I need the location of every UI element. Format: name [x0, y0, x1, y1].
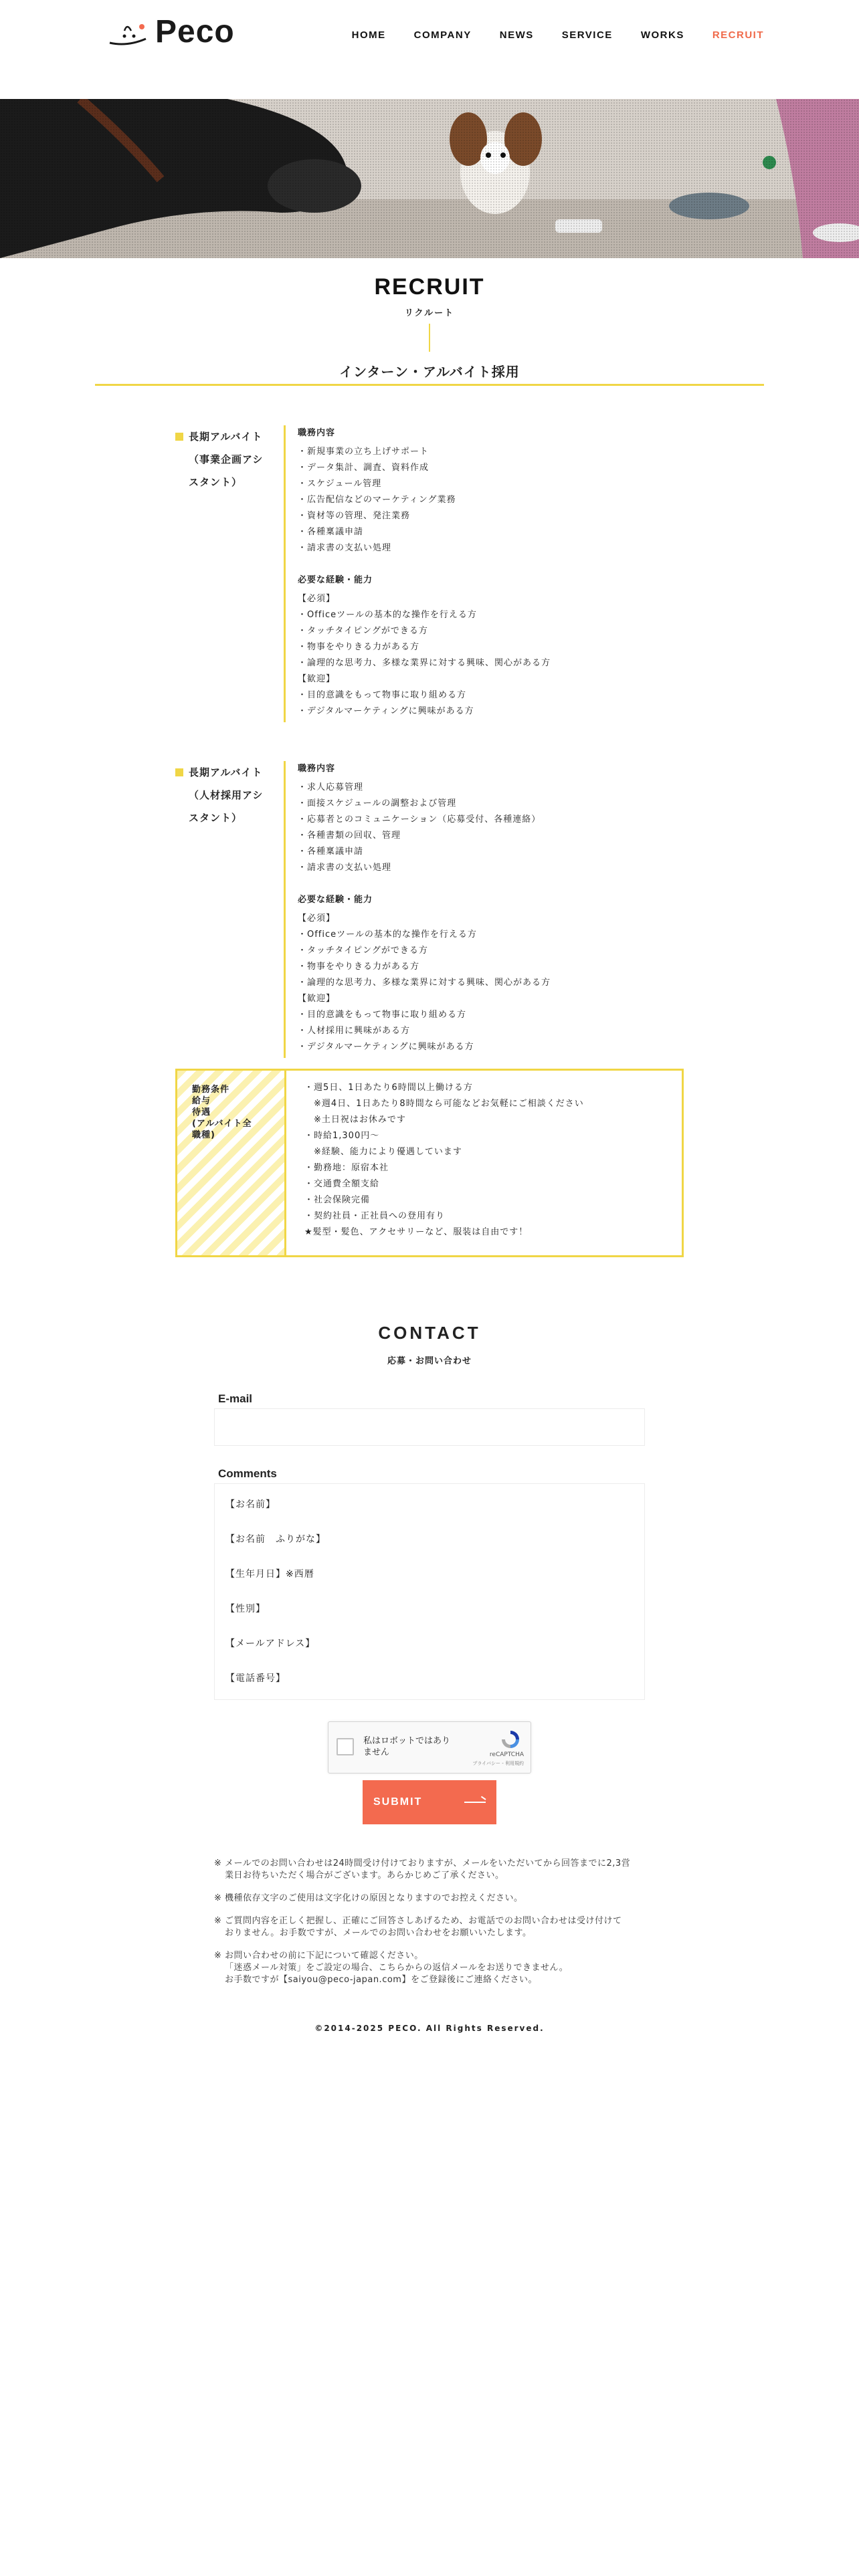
email-field[interactable]: [214, 1408, 645, 1446]
comments-line: 【生年月日】※西暦: [225, 1569, 314, 1580]
section-heading: インターン・アルバイト採用: [339, 364, 520, 380]
requirement-item: 【歓迎】: [298, 994, 336, 1004]
copyright: ©2014-2025 PECO. All Rights Reserved.: [314, 2024, 545, 2033]
nav-recruit[interactable]: RECRUIT: [712, 29, 764, 41]
condition-line: ・週5日、1日あたり6時間以上働ける方: [304, 1083, 473, 1093]
condition-line: ・時給1,300円〜: [304, 1131, 380, 1141]
duty-item: ・応募者とのコミュニケーション（応募受付、各種連絡）: [298, 815, 541, 825]
recaptcha-checkbox[interactable]: [337, 1738, 354, 1755]
job-title-line: （人材採用アシ: [189, 789, 264, 801]
requirement-item: ・タッチタイピングができる方: [298, 626, 428, 636]
nav-home[interactable]: HOME: [351, 29, 386, 41]
condition-line: ※週4日、1日あたり8時間なら可能などお気軽にご相談ください: [304, 1099, 584, 1109]
requirement-item: 【必須】: [298, 594, 336, 604]
email-label: E-mail: [218, 1392, 253, 1405]
nav-news[interactable]: NEWS: [499, 29, 534, 41]
job-listing: [175, 761, 684, 1058]
nav-company[interactable]: COMPANY: [413, 29, 472, 41]
requirements-heading: 必要な経験・能力: [298, 575, 373, 585]
job-title-line: スタント）: [189, 812, 243, 824]
note-mark: ※: [214, 1893, 222, 1903]
requirement-item: ・人材採用に興味がある方: [298, 1026, 411, 1036]
condition-label: 給与: [192, 1096, 211, 1106]
dog-logo-icon: [107, 16, 154, 53]
hero-image: [0, 99, 859, 258]
condition-label: (アルバイト全: [192, 1119, 252, 1129]
logo-wordmark: Peco: [155, 14, 235, 49]
condition-line: ・交通費全額支給: [304, 1179, 380, 1189]
condition-line: ※経験、能力により優遇しています: [304, 1147, 462, 1157]
halftone-overlay: [0, 99, 859, 258]
arrow-right-icon: [464, 1802, 486, 1803]
page-subtitle: リクルート: [404, 308, 455, 318]
job-details: [298, 425, 672, 720]
comments-line: 【お名前】: [225, 1499, 276, 1510]
duty-item: ・データ集計、調査、資料作成: [298, 463, 430, 473]
job-title-line: 長期アルバイト: [189, 431, 263, 443]
note-line: お手数ですが【saiyou@peco-japan.com】をご登録後にご連絡ください。: [225, 1975, 537, 1985]
requirement-item: ・論理的な思考力、多様な業界に対する興味、関心がある方: [298, 658, 551, 668]
bullet-square-icon: [175, 768, 183, 776]
note-line: 機種依存文字のご使用は文字化けの原因となりますのでお控えください。: [225, 1893, 523, 1903]
submit-button[interactable]: [363, 1780, 496, 1824]
contact-title: CONTACT: [378, 1323, 481, 1343]
condition-line: ★髪型・髪色、アクセサリーなど、服装は自由です！: [304, 1227, 529, 1237]
contact-subtitle: 応募・お問い合わせ: [387, 1356, 472, 1366]
requirement-item: ・物事をやりきる力がある方: [298, 962, 420, 972]
site-header: [0, 0, 859, 70]
note-line: 業日お待ちいただく場合がございます。あらかじめご了承ください。: [225, 1870, 504, 1881]
duty-item: ・請求書の支払い処理: [298, 543, 392, 553]
contact-notes: [214, 1858, 649, 1997]
conditions-details: [304, 1080, 584, 1241]
note-line: おりません。お手数ですが、メールでのお問い合わせをお願いいたします。: [225, 1928, 532, 1938]
note-mark: ※: [214, 1916, 222, 1926]
requirement-item: ・タッチタイピングができる方: [298, 946, 428, 956]
comments-line: 【電話番号】: [225, 1673, 286, 1684]
note-mark: ※: [214, 1858, 222, 1868]
condition-label: 職種): [192, 1130, 215, 1140]
job-title-line: （事業企画アシ: [189, 453, 264, 465]
recaptcha-label: 私はロボットではありません: [363, 1736, 451, 1757]
duty-item: ・資材等の管理、発注業務: [298, 511, 411, 521]
work-conditions-box: [175, 1069, 684, 1257]
section-rule: [95, 384, 764, 386]
job-title-line: スタント）: [189, 476, 243, 488]
comments-line: 【お名前 ふりがな】: [225, 1534, 326, 1545]
duty-item: ・各種稟議申請: [298, 527, 364, 537]
requirement-item: ・デジタルマーケティングに興味がある方: [298, 706, 474, 716]
requirement-item: ・Officeツールの基本的な操作を行える方: [298, 930, 477, 940]
condition-label: 勤務条件: [192, 1085, 230, 1095]
duty-item: ・求人応募管理: [298, 782, 364, 792]
job-divider: [284, 425, 286, 722]
note-line: ご質問内容を正しく把握し、正確にご回答さしあげるため、お電話でのお問い合わせは受け付けて: [225, 1916, 622, 1926]
requirement-item: ・物事をやりきる力がある方: [298, 642, 420, 652]
note-line: メールでのお問い合わせは24時間受け付けておりますが、メールをいただいてから回答までに2,3営: [225, 1858, 631, 1868]
requirement-item: ・Officeツールの基本的な操作を行える方: [298, 610, 477, 620]
main-nav: [352, 29, 764, 41]
condition-line: ※土日祝はお休みです: [304, 1115, 406, 1125]
recaptcha-brand: reCAPTCHA: [489, 1751, 524, 1758]
duty-item: ・各種書類の回収、管理: [298, 831, 401, 841]
note-mark: ※: [214, 1951, 222, 1961]
requirement-item: 【必須】: [298, 914, 336, 924]
note-item: [214, 1915, 649, 1939]
comments-line: 【性別】: [225, 1604, 266, 1614]
condition-label: 待遇: [192, 1107, 211, 1117]
duty-item: ・面接スケジュールの調整および管理: [298, 798, 457, 809]
requirements-heading: 必要な経験・能力: [298, 895, 373, 905]
duty-item: ・新規事業の立ち上げサポート: [298, 447, 430, 457]
conditions-label-panel: [177, 1071, 286, 1255]
condition-line: ・契約社員・正社員への登用有り: [304, 1211, 446, 1221]
duty-item: ・スケジュール管理: [298, 479, 382, 489]
condition-line: ・社会保険完備: [304, 1195, 371, 1205]
job-title: [175, 761, 289, 829]
comments-label: Comments: [218, 1467, 277, 1480]
job-divider: [284, 761, 286, 1058]
note-item: [214, 1950, 649, 1986]
bullet-square-icon: [175, 433, 183, 441]
job-title: [175, 425, 289, 494]
submit-label: SUBMIT: [373, 1796, 423, 1808]
recaptcha-links[interactable]: プライバシー - 利用規約: [472, 1761, 524, 1766]
page-title: RECRUIT: [374, 274, 485, 300]
comments-line: 【メールアドレス】: [225, 1638, 316, 1649]
duties-heading: 職務内容: [298, 428, 336, 438]
requirement-item: ・デジタルマーケティングに興味がある方: [298, 1042, 474, 1052]
note-item: [214, 1858, 649, 1882]
condition-line: ・勤務地：原宿本社: [304, 1163, 389, 1173]
job-listing: [175, 425, 684, 722]
note-line: お問い合わせの前に下記について確認ください。: [225, 1951, 423, 1961]
comments-textarea[interactable]: [214, 1483, 645, 1700]
recaptcha-widget: [328, 1721, 531, 1774]
job-title-line: 長期アルバイト: [189, 766, 263, 778]
nav-works[interactable]: WORKS: [640, 29, 684, 41]
recaptcha-logo-icon: [500, 1729, 521, 1750]
peco-logo[interactable]: [107, 16, 248, 53]
requirement-item: 【歓迎】: [298, 674, 336, 684]
requirement-item: ・論理的な思考力、多様な業界に対する興味、関心がある方: [298, 978, 551, 988]
duties-heading: 職務内容: [298, 764, 336, 774]
conditions-labels: [192, 1084, 252, 1141]
duty-item: ・各種稟議申請: [298, 847, 364, 857]
job-details: [298, 761, 672, 1055]
duty-item: ・請求書の支払い処理: [298, 863, 392, 873]
requirement-item: ・目的意識をもって物事に取り組める方: [298, 1010, 467, 1020]
note-item: [214, 1893, 649, 1905]
note-line: 「迷惑メール対策」をご設定の場合、こちらからの返信メールをお送りできません。: [225, 1963, 569, 1973]
nav-service[interactable]: SERVICE: [561, 29, 613, 41]
requirement-item: ・目的意識をもって物事に取り組める方: [298, 690, 467, 700]
duty-item: ・広告配信などのマーケティング業務: [298, 495, 456, 505]
title-divider: [429, 324, 430, 352]
